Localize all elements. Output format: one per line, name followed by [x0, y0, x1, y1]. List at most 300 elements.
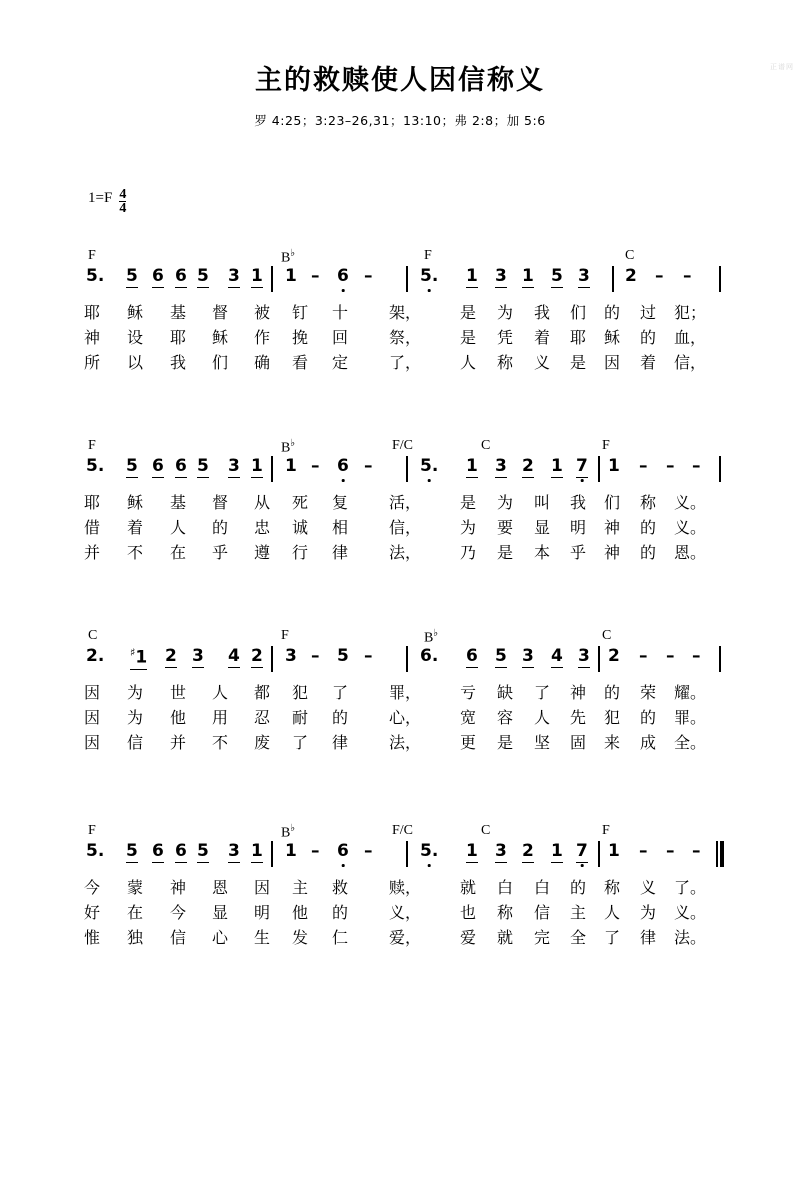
lyric-syllable: 看: [291, 353, 309, 372]
lyric-syllable: 十: [331, 303, 349, 322]
barline: [271, 646, 273, 672]
lyric-syllable: 律: [639, 928, 657, 947]
lyric-syllable: 被: [253, 303, 271, 322]
note-symbol: 5: [197, 266, 209, 286]
page-title: 主的救赎使人因信称义: [255, 65, 545, 96]
lyric-syllable: 犯: [603, 708, 621, 727]
lyric-syllable: 乎: [211, 543, 229, 562]
lyric-line: [0, 325, 800, 350]
note-symbol: 2: [608, 646, 620, 666]
note-symbol: 5.: [86, 456, 105, 476]
lyric-syllable: 全: [569, 928, 587, 947]
lyric-syllable: 的: [639, 543, 657, 562]
lyric-syllable: 犯: [291, 683, 309, 702]
note-symbol: ♯1: [130, 646, 148, 668]
lyric-syllable: 信，: [673, 353, 707, 372]
lyric-syllable: 主: [569, 903, 587, 922]
note-symbol: –: [692, 456, 701, 476]
lyric-syllable: 法，: [388, 733, 422, 752]
lyric-syllable: 蒙: [126, 878, 144, 897]
lyric-syllable: 人: [603, 903, 621, 922]
note-symbol: 1: [285, 456, 297, 476]
lyric-syllable: 因: [83, 733, 101, 752]
note-symbol: 2: [522, 841, 534, 861]
lyric-syllable: 的: [639, 328, 657, 347]
note-symbol: –: [639, 456, 648, 476]
lyric-syllable: 爱: [459, 928, 477, 947]
note-symbol: 6: [175, 841, 187, 861]
chord-symbol: F: [88, 248, 96, 263]
music-system: [0, 628, 800, 755]
chord-symbol: F/C: [392, 438, 414, 453]
lyric-line: [0, 705, 800, 730]
note-symbol: –: [683, 266, 692, 286]
lyric-syllable: 忠: [253, 518, 271, 537]
barline: [406, 646, 408, 672]
lyric-syllable: 是: [496, 733, 514, 752]
chord-symbol: B♭: [281, 823, 296, 841]
lyric-syllable: 稣: [211, 328, 229, 347]
note-symbol: 1: [285, 841, 297, 861]
lyric-syllable: 忍: [253, 708, 271, 727]
lyric-syllable: 罪。: [673, 708, 707, 727]
time-signature-denominator: 4: [119, 201, 127, 217]
lyric-syllable: 的: [211, 518, 229, 537]
lyric-syllable: 了，: [388, 353, 422, 372]
note-symbol: 1: [608, 841, 620, 861]
note-symbol: 5.: [420, 456, 439, 476]
lyric-syllable: 借: [83, 518, 101, 537]
lyric-syllable: 惟: [83, 928, 101, 947]
note-symbol: 1: [251, 266, 263, 286]
note-symbol: 6: [152, 266, 164, 286]
lyric-syllable: 明: [569, 518, 587, 537]
note-symbol: 3: [495, 266, 507, 286]
note-symbol: 1: [466, 456, 478, 476]
lyric-syllable: 复: [331, 493, 349, 512]
lyric-syllable: 用: [211, 708, 229, 727]
note-symbol: 5: [551, 266, 563, 286]
note-symbol: 3: [228, 456, 240, 476]
note-symbol: –: [639, 841, 648, 861]
chord-symbol: F: [602, 823, 610, 838]
note-symbol: 5: [126, 456, 138, 476]
note-symbol: –: [692, 841, 701, 861]
lyric-syllable: 挽: [291, 328, 309, 347]
lyric-syllable: 乎: [569, 543, 587, 562]
lyric-syllable: 主: [291, 878, 309, 897]
note-symbol: 1: [251, 456, 263, 476]
notation-row: [0, 456, 800, 490]
note-symbol: 6: [466, 646, 478, 666]
lyric-syllable: 着: [639, 353, 657, 372]
barline: [719, 456, 721, 482]
note-symbol: 1: [608, 456, 620, 476]
lyric-syllable: 都: [253, 683, 271, 702]
lyric-syllable: 为: [639, 903, 657, 922]
lyric-syllable: 罪，: [388, 683, 422, 702]
note-symbol: 5.: [86, 266, 105, 286]
barline: [719, 266, 721, 292]
lyric-syllable: 心，: [388, 708, 422, 727]
barline: [612, 266, 614, 292]
lyric-syllable: 了: [331, 683, 349, 702]
chord-symbol: C: [602, 628, 612, 643]
lyric-syllable: 钉: [291, 303, 309, 322]
music-system: [0, 248, 800, 375]
lyric-syllable: 发: [291, 928, 309, 947]
lyric-syllable: 所: [83, 353, 101, 372]
lyric-syllable: 是: [459, 493, 477, 512]
note-symbol: 7: [576, 456, 588, 476]
lyric-line: [0, 900, 800, 925]
chord-symbol: C: [481, 823, 491, 838]
key-label: 1=F: [88, 190, 113, 206]
lyric-syllable: 乃: [459, 543, 477, 562]
note-symbol: 1: [466, 841, 478, 861]
lyric-syllable: 他: [169, 708, 187, 727]
note-symbol: 5: [197, 841, 209, 861]
lyric-syllable: 不: [211, 733, 229, 752]
lyric-syllable: 要: [496, 518, 514, 537]
lyric-syllable: 过: [639, 303, 657, 322]
note-symbol: 1: [551, 841, 563, 861]
chord-symbol: F: [88, 823, 96, 838]
lyric-line: [0, 350, 800, 375]
note-symbol: 6: [152, 841, 164, 861]
lyric-syllable: 不: [126, 543, 144, 562]
lyric-syllable: 坚: [533, 733, 551, 752]
lyric-syllable: 诚: [291, 518, 309, 537]
lyric-syllable: 凭: [496, 328, 514, 347]
lyric-syllable: 缺: [496, 683, 514, 702]
lyric-syllable: 显: [211, 903, 229, 922]
lyric-syllable: 我: [569, 493, 587, 512]
note-symbol: 5: [337, 646, 349, 666]
barline: [598, 646, 600, 672]
lyric-syllable: 活，: [388, 493, 422, 512]
time-signature: [119, 188, 126, 216]
note-symbol: 3: [285, 646, 297, 666]
note-symbol: 1: [522, 266, 534, 286]
lyric-syllable: 法，: [388, 543, 422, 562]
lyric-syllable: 设: [126, 328, 144, 347]
barline: [598, 456, 600, 482]
chord-symbol: C: [88, 628, 98, 643]
lyric-line: [0, 300, 800, 325]
note-symbol: –: [364, 841, 373, 861]
note-symbol: –: [692, 646, 701, 666]
note-symbol: 5: [126, 841, 138, 861]
lyric-syllable: 固: [569, 733, 587, 752]
lyric-syllable: 荣: [639, 683, 657, 702]
lyric-syllable: 架，: [388, 303, 422, 322]
lyric-syllable: 我: [169, 353, 187, 372]
lyric-syllable: 独: [126, 928, 144, 947]
lyric-syllable: 为: [459, 518, 477, 537]
lyric-syllable: 稣: [603, 328, 621, 347]
note-symbol: 3: [228, 841, 240, 861]
lyric-syllable: 耀。: [673, 683, 707, 702]
lyric-syllable: 为: [496, 303, 514, 322]
lyric-syllable: 的: [331, 903, 349, 922]
lyric-syllable: 的: [603, 303, 621, 322]
lyric-line: [0, 515, 800, 540]
lyric-syllable: 定: [331, 353, 349, 372]
note-symbol: –: [666, 646, 675, 666]
lyric-syllable: 先: [569, 708, 587, 727]
lyric-syllable: 律: [331, 543, 349, 562]
lyric-syllable: 作: [253, 328, 271, 347]
lyric-syllable: 今: [169, 903, 187, 922]
lyric-syllable: 行: [291, 543, 309, 562]
lyric-syllable: 世: [169, 683, 187, 702]
lyric-syllable: 亏: [459, 683, 477, 702]
lyric-line: [0, 875, 800, 900]
lyric-syllable: 人: [211, 683, 229, 702]
lyric-syllable: 人: [169, 518, 187, 537]
lyric-syllable: 信，: [388, 518, 422, 537]
lyric-syllable: 也: [459, 903, 477, 922]
lyric-syllable: 为: [126, 683, 144, 702]
lyric-syllable: 神: [569, 683, 587, 702]
lyric-syllable: 本: [533, 543, 551, 562]
note-symbol: 5.: [420, 841, 439, 861]
lyric-syllable: 基: [169, 303, 187, 322]
lyric-syllable: 爱，: [388, 928, 422, 947]
chord-row: [0, 438, 800, 456]
chord-symbol: F: [602, 438, 610, 453]
music-system: [0, 823, 800, 950]
notation-row: [0, 841, 800, 875]
lyric-syllable: 显: [533, 518, 551, 537]
lyric-syllable: 耶: [83, 493, 101, 512]
note-symbol: 2: [625, 266, 637, 286]
lyric-syllable: 恩: [211, 878, 229, 897]
chord-symbol: B♭: [281, 438, 296, 456]
lyric-syllable: 义，: [388, 903, 422, 922]
lyric-syllable: 心: [211, 928, 229, 947]
lyric-line: [0, 680, 800, 705]
note-symbol: 7: [576, 841, 588, 861]
lyric-syllable: 因: [83, 708, 101, 727]
barline: [271, 841, 273, 867]
lyric-syllable: 督: [211, 493, 229, 512]
lyric-syllable: 从: [253, 493, 271, 512]
barline: [271, 266, 273, 292]
lyric-syllable: 更: [459, 733, 477, 752]
chord-symbol: C: [481, 438, 491, 453]
note-symbol: 3: [578, 646, 590, 666]
note-symbol: 1: [251, 841, 263, 861]
scripture-reference: 罗 4:25；3:23–26,31；13:10；弗 2:8；加 5:6: [254, 113, 546, 128]
note-symbol: –: [311, 456, 320, 476]
lyric-syllable: 神: [83, 328, 101, 347]
barline: [406, 266, 408, 292]
lyric-syllable: 的: [639, 518, 657, 537]
lyric-syllable: 人: [533, 708, 551, 727]
lyric-syllable: 白: [496, 878, 514, 897]
lyric-syllable: 义。: [673, 903, 707, 922]
chord-symbol: F: [281, 628, 289, 643]
lyric-syllable: 成: [639, 733, 657, 752]
note-symbol: 5: [495, 646, 507, 666]
note-symbol: –: [311, 646, 320, 666]
lyric-syllable: 是: [459, 328, 477, 347]
lyric-syllable: 血，: [673, 328, 707, 347]
lyric-syllable: 为: [496, 493, 514, 512]
note-symbol: 3: [192, 646, 204, 666]
lyric-syllable: 他: [291, 903, 309, 922]
note-symbol: 4: [551, 646, 563, 666]
lyric-syllable: 义: [639, 878, 657, 897]
watermark: 正谱网: [770, 63, 794, 71]
lyric-syllable: 祭，: [388, 328, 422, 347]
lyric-syllable: 今: [83, 878, 101, 897]
lyric-line: [0, 490, 800, 515]
lyric-syllable: 就: [496, 928, 514, 947]
lyric-syllable: 白: [533, 878, 551, 897]
lyric-syllable: 耶: [83, 303, 101, 322]
note-symbol: –: [311, 266, 320, 286]
lyric-line: [0, 730, 800, 755]
note-symbol: –: [666, 841, 675, 861]
lyric-syllable: 的: [331, 708, 349, 727]
lyric-syllable: 基: [169, 493, 187, 512]
lyric-syllable: 神: [169, 878, 187, 897]
lyric-syllable: 生: [253, 928, 271, 947]
lyric-syllable: 因: [83, 683, 101, 702]
lyric-syllable: 就: [459, 878, 477, 897]
chord-row: [0, 628, 800, 646]
music-system: [0, 438, 800, 565]
note-symbol: –: [364, 266, 373, 286]
chord-symbol: C: [625, 248, 635, 263]
note-symbol: –: [364, 456, 373, 476]
lyric-syllable: 了: [533, 683, 551, 702]
lyric-syllable: 叫: [533, 493, 551, 512]
lyric-syllable: 耐: [291, 708, 309, 727]
lyric-syllable: 们: [211, 353, 229, 372]
lyric-syllable: 是: [496, 543, 514, 562]
lyric-syllable: 确: [253, 353, 271, 372]
barline: [719, 646, 721, 672]
lyric-syllable: 信: [126, 733, 144, 752]
lyric-syllable: 并: [83, 543, 101, 562]
lyric-syllable: 了: [291, 733, 309, 752]
note-symbol: 6: [337, 456, 349, 476]
lyric-syllable: 完: [533, 928, 551, 947]
lyric-syllable: 在: [169, 543, 187, 562]
note-symbol: 4: [228, 646, 240, 666]
lyric-syllable: 神: [603, 543, 621, 562]
lyric-syllable: 稣: [126, 303, 144, 322]
lyric-syllable: 信: [169, 928, 187, 947]
lyric-syllable: 们: [603, 493, 621, 512]
note-symbol: 2.: [86, 646, 105, 666]
lyric-syllable: 遵: [253, 543, 271, 562]
barline: [406, 456, 408, 482]
lyric-syllable: 因: [603, 353, 621, 372]
note-symbol: 3: [495, 456, 507, 476]
note-symbol: 1: [551, 456, 563, 476]
chord-row: [0, 248, 800, 266]
lyric-syllable: 恩。: [673, 543, 707, 562]
note-symbol: –: [364, 646, 373, 666]
chord-symbol: B♭: [424, 628, 439, 646]
lyric-syllable: 了。: [673, 878, 707, 897]
note-symbol: 6: [152, 456, 164, 476]
chord-symbol: F/C: [392, 823, 414, 838]
note-symbol: 6: [337, 841, 349, 861]
lyric-syllable: 督: [211, 303, 229, 322]
lyric-syllable: 以: [126, 353, 144, 372]
lyric-syllable: 回: [331, 328, 349, 347]
lyric-syllable: 义。: [673, 518, 707, 537]
note-symbol: 6.: [420, 646, 439, 666]
lyric-syllable: 的: [603, 683, 621, 702]
lyric-syllable: 因: [253, 878, 271, 897]
note-symbol: 2: [522, 456, 534, 476]
lyric-syllable: 称: [496, 903, 514, 922]
note-symbol: 3: [228, 266, 240, 286]
note-symbol: –: [666, 456, 675, 476]
barline: [406, 841, 408, 867]
lyric-syllable: 仁: [331, 928, 349, 947]
lyric-syllable: 着: [533, 328, 551, 347]
lyric-syllable: 容: [496, 708, 514, 727]
note-symbol: 5.: [420, 266, 439, 286]
note-symbol: 2: [165, 646, 177, 666]
note-symbol: –: [639, 646, 648, 666]
lyric-syllable: 人: [459, 353, 477, 372]
chord-row: [0, 823, 800, 841]
lyric-syllable: 耶: [569, 328, 587, 347]
lyric-syllable: 耶: [169, 328, 187, 347]
note-symbol: 5.: [86, 841, 105, 861]
lyric-syllable: 着: [126, 518, 144, 537]
notation-row: [0, 266, 800, 300]
note-symbol: 6: [175, 456, 187, 476]
lyric-syllable: 为: [126, 708, 144, 727]
lyric-syllable: 并: [169, 733, 187, 752]
lyric-syllable: 法。: [673, 928, 707, 947]
lyric-syllable: 废: [253, 733, 271, 752]
lyric-syllable: 相: [331, 518, 349, 537]
lyric-syllable: 的: [639, 708, 657, 727]
note-symbol: 5: [126, 266, 138, 286]
lyric-syllable: 救: [331, 878, 349, 897]
lyric-syllable: 义: [533, 353, 551, 372]
chord-symbol: B♭: [281, 248, 296, 266]
lyric-syllable: 犯；: [673, 303, 707, 322]
notation-row: [0, 646, 800, 680]
lyric-syllable: 宽: [459, 708, 477, 727]
sheet-music-page: [0, 58, 800, 1189]
barline: [271, 456, 273, 482]
note-symbol: 3: [522, 646, 534, 666]
note-symbol: 2: [251, 646, 263, 666]
chord-symbol: F: [88, 438, 96, 453]
note-symbol: 6: [337, 266, 349, 286]
lyric-syllable: 称: [496, 353, 514, 372]
lyric-syllable: 来: [603, 733, 621, 752]
lyric-syllable: 神: [603, 518, 621, 537]
lyric-syllable: 了: [603, 928, 621, 947]
lyric-syllable: 的: [569, 878, 587, 897]
note-symbol: –: [311, 841, 320, 861]
note-symbol: 3: [495, 841, 507, 861]
